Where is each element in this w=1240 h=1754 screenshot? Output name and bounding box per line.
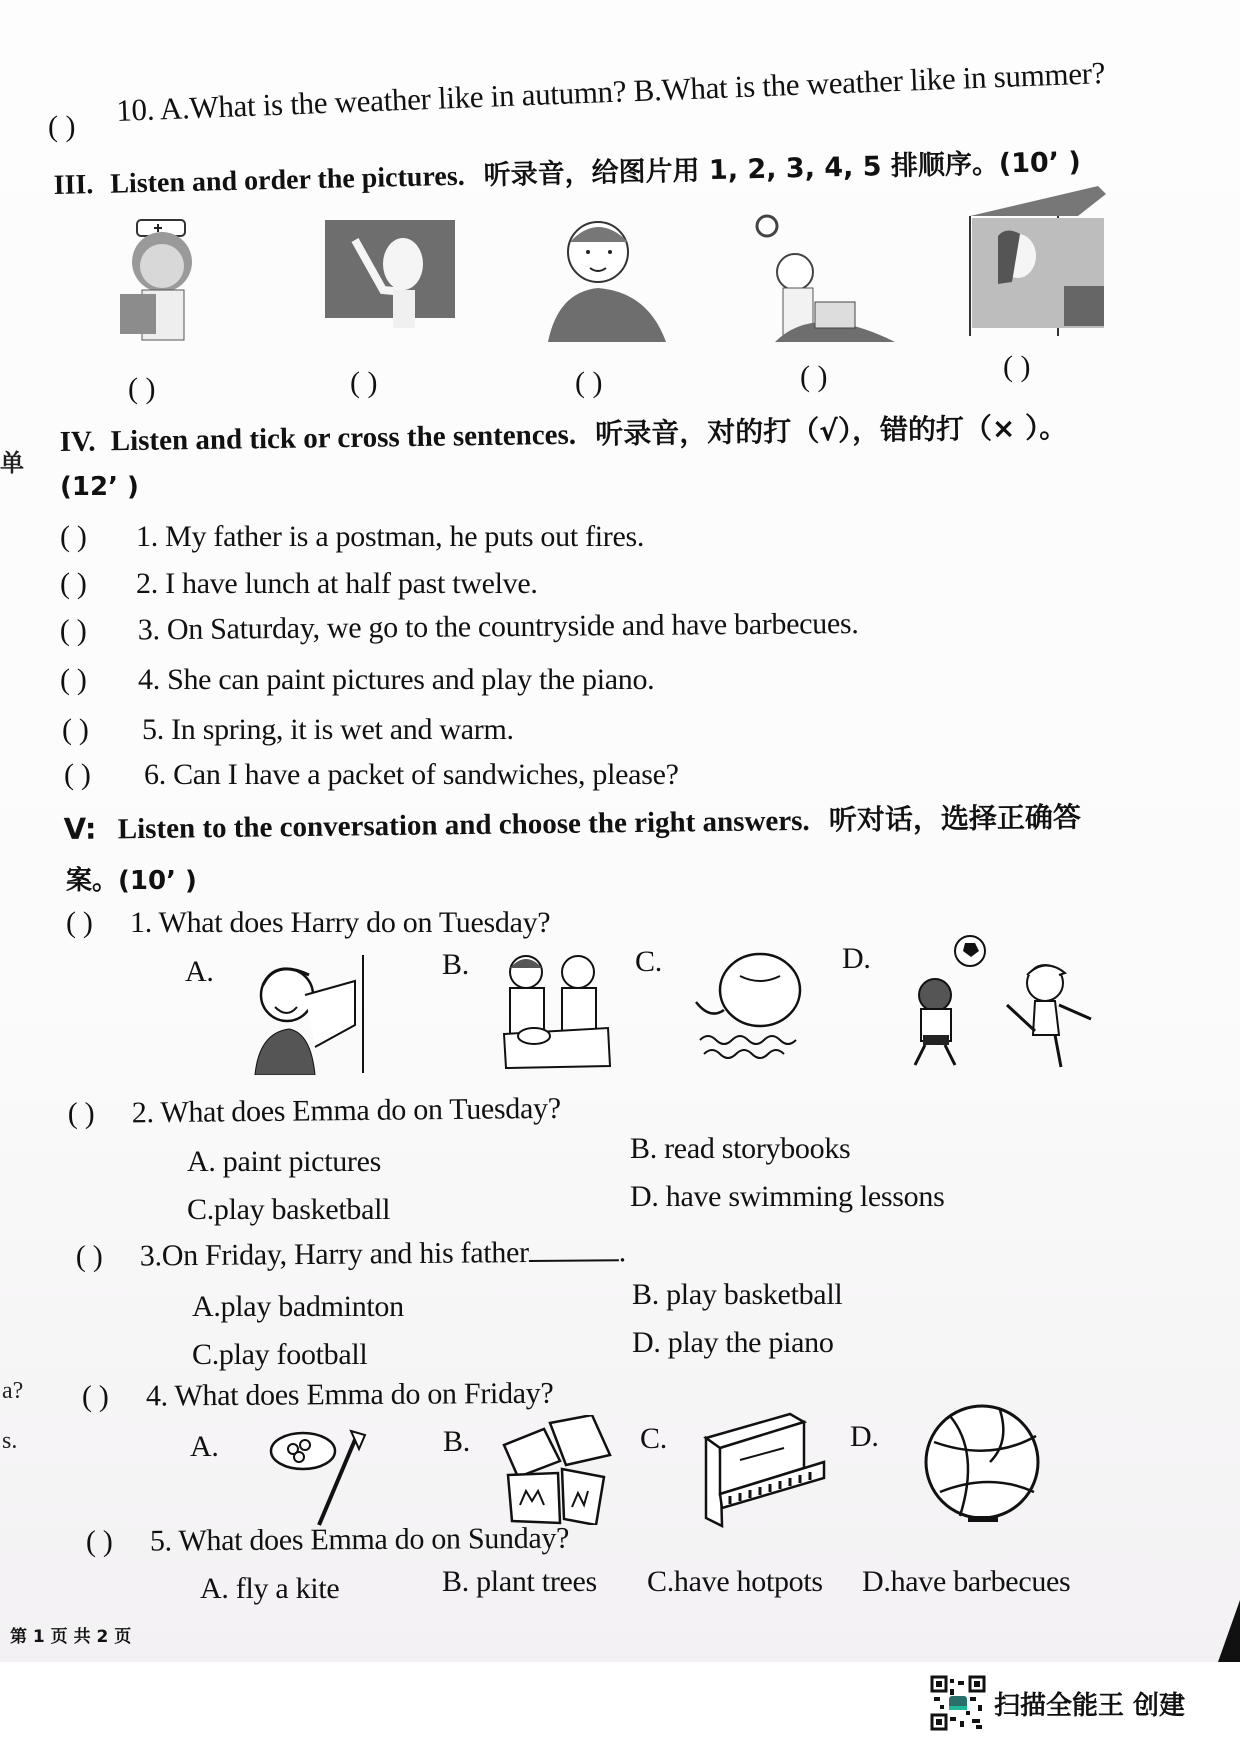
section-5-heading [64, 796, 1082, 848]
option-label: A. [185, 955, 214, 988]
girl-waving-picture [325, 220, 455, 330]
section-5-points: 案。(10’ ) [66, 866, 197, 896]
question-text: 3.On Friday, Harry and his father [139, 1236, 529, 1273]
fill-blank[interactable] [529, 1237, 619, 1262]
option-text: C.have hotpots [647, 1565, 823, 1598]
option-label: D. [850, 1420, 879, 1453]
picture-answer-paren-2: ( ) [350, 366, 378, 399]
section-title-en: Listen and order the pictures. [109, 160, 465, 200]
tick-item [60, 663, 654, 697]
item-text: 2. I have lunch at half past twelve. [136, 567, 538, 600]
choice-question-2 [68, 1092, 561, 1131]
piano-picture [700, 1408, 830, 1528]
choice-question-3 [76, 1235, 626, 1274]
answer-paren: ( ) [62, 713, 89, 746]
swimming-picture [690, 940, 820, 1065]
tick-item [64, 758, 679, 792]
answer-paren: ( ) [64, 758, 91, 791]
option-label: A. [190, 1430, 219, 1463]
choice-question-5 [86, 1522, 569, 1559]
item-text: 4. She can paint pictures and play the piano. [138, 663, 655, 696]
item-text: 6. Can I have a packet of sandwiches, please? [144, 758, 679, 791]
doctor-picture [755, 212, 895, 342]
nurse-picture [112, 218, 217, 343]
option-text: A. fly a kite [200, 1572, 340, 1605]
option-text: B. plant trees [442, 1565, 597, 1598]
section-title-cn: 听对话，选择正确答 [828, 800, 1082, 837]
section-title-cn: 听录音，对的打（√），错的打（× ）。 [595, 410, 1068, 451]
question-text-end: . [618, 1235, 627, 1269]
answer-paren: ( ) [60, 520, 87, 553]
option-text: C.play football [192, 1338, 368, 1371]
picture-answer-paren-5: ( ) [1003, 350, 1031, 383]
answer-paren: ( ) [85, 1524, 113, 1558]
answer-paren: ( ) [59, 613, 87, 648]
option-label: C. [635, 945, 662, 978]
option-text: D.have barbecues [862, 1565, 1071, 1598]
section-4-heading [59, 406, 1067, 460]
section-title-cn: 听录音，给图片用 1, 2, 3, 4, 5 排顺序。(10’ ) [483, 146, 1082, 192]
item-text: 1. My father is a postman, he puts out fires. [136, 520, 645, 553]
watermark [930, 1675, 1185, 1731]
tick-item [62, 713, 514, 747]
section-numeral: IV. [59, 425, 96, 459]
answer-paren: ( ) [75, 1239, 103, 1273]
page-number: 第 1 页 共 2 页 [10, 1627, 132, 1647]
section-title-en: Listen to the conversation and choose the right answers. [117, 804, 810, 846]
question-10: 10. A.What is the weather like in autumn? B.What is the weather like in summer? [115, 55, 1106, 129]
watermark-text: 扫描全能王 创建 [994, 1690, 1186, 1721]
option-label: D. [842, 942, 871, 975]
playing-piano-picture [245, 955, 370, 1075]
answer-paren: ( ) [67, 1096, 95, 1130]
question-text: 2. What does Emma do on Tuesday? [131, 1091, 561, 1130]
boy-with-bag-picture [548, 212, 666, 342]
item-text: 3. On Saturday, we go to the countryside and have barbecues. [137, 607, 859, 647]
option-text: C.play basketball [187, 1193, 391, 1226]
option-text: D. play the piano [632, 1326, 834, 1359]
option-text: B. play basketball [632, 1278, 843, 1311]
option-label: C. [640, 1422, 667, 1455]
answer-paren: ( ) [48, 110, 76, 143]
question-text: 5. What does Emma do on Sunday? [149, 1521, 570, 1558]
choice-question-4 [82, 1377, 554, 1414]
picture-answer-paren-4: ( ) [800, 360, 828, 393]
playing-football-picture [895, 935, 1095, 1070]
section-numeral: III. [53, 169, 94, 202]
storybooks-picture [500, 1415, 612, 1525]
picture-answer-paren-3: ( ) [575, 366, 603, 399]
margin-fragment: a? [2, 1378, 24, 1404]
answer-paren: ( ) [60, 567, 87, 600]
qr-code-icon [930, 1675, 986, 1731]
palette-and-brush-picture [265, 1425, 375, 1530]
basketball-picture [920, 1402, 1048, 1524]
choice-question-1 [66, 906, 550, 940]
section-title-en: Listen and tick or cross the sentences. [110, 418, 577, 458]
tick-item [60, 520, 644, 554]
margin-fragment: s. [2, 1428, 18, 1454]
option-text: D. have swimming lessons [630, 1180, 945, 1213]
answer-paren: ( ) [66, 906, 93, 939]
scan-corner-shadow [1218, 1600, 1240, 1662]
option-label: B. [443, 1425, 470, 1458]
answer-paren: ( ) [60, 663, 87, 696]
picture-answer-paren-1: ( ) [128, 372, 156, 405]
item-text: 5. In spring, it is wet and warm. [142, 713, 514, 746]
section-4-points: (12’ ) [60, 472, 139, 502]
option-text: A. paint pictures [187, 1145, 382, 1178]
answer-paren: ( ) [81, 1379, 109, 1413]
driver-picture [968, 186, 1106, 336]
question-text: 1. What does Harry do on Tuesday? [130, 906, 551, 939]
cooking-picture [500, 950, 612, 1070]
tick-item [60, 567, 538, 601]
tick-item [60, 607, 859, 648]
option-text: B. read storybooks [630, 1132, 851, 1165]
section-numeral: V: [63, 811, 97, 847]
margin-fragment: 单 [0, 449, 24, 477]
section-3-heading [53, 140, 1081, 202]
option-text: A.play badminton [192, 1290, 404, 1323]
option-label: B. [442, 948, 469, 981]
question-text: 4. What does Emma do on Friday? [145, 1376, 554, 1413]
